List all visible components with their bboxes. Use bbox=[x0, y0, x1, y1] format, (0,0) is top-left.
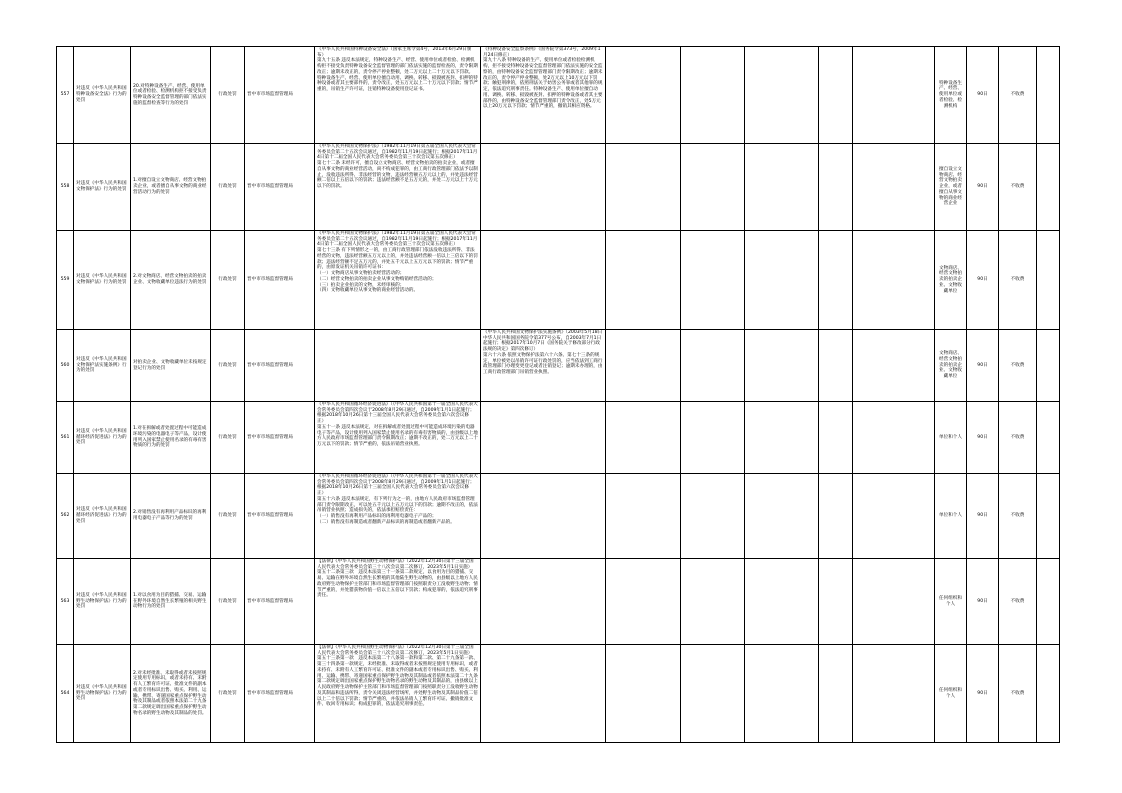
power-type-text: 行政处罚 bbox=[218, 277, 237, 283]
fee-text: 不收费 bbox=[1010, 690, 1025, 696]
power-type bbox=[211, 47, 245, 144]
sub-item-name-text: 对拍卖企业、文物收藏单位未按规定登记行为的处罚 bbox=[133, 359, 207, 371]
legal-basis-regulation bbox=[481, 330, 606, 402]
implementing-department bbox=[245, 474, 315, 559]
table-row bbox=[57, 231, 1060, 330]
empty-cell bbox=[606, 231, 681, 330]
legal-basis-regulation-text: 《中华人民共和国文物保护法实施条例》（2003年5月18日中华人民共和国国务院令第377号公布，自2003年7月1日起施行；根据2017年10月7日《国务院关于修改部分行政法规的决定》第四次修订） 第六十六条 依照文物保护法第六十六条、第七十三条的规定，单位被处以吊销许可证行政处罚的，应当依法到工商行政管理部门办理变更登记或者注销登记；逾期未办理的，由工商行政管理部门吊销营业执照。 bbox=[483, 330, 603, 376]
empty-cell bbox=[819, 559, 853, 645]
fee bbox=[999, 559, 1037, 645]
sub-item-name-text: 2.对文物商店、经营文物拍卖的拍卖企业、文物收藏单位违法行为的处罚 bbox=[133, 274, 207, 285]
target-subject bbox=[935, 47, 967, 144]
empty-cell bbox=[819, 330, 853, 402]
legal-basis-law bbox=[315, 645, 481, 743]
power-type-text: 行政处罚 bbox=[218, 598, 237, 604]
time-limit bbox=[967, 559, 999, 645]
power-type-text: 行政处罚 bbox=[218, 184, 237, 190]
implementing-department-text: 晋中市市场监督管理局 bbox=[247, 362, 293, 368]
time-limit bbox=[967, 330, 999, 402]
empty-cell bbox=[853, 231, 935, 330]
empty-cell bbox=[853, 559, 935, 645]
power-type-text: 行政处罚 bbox=[218, 92, 237, 98]
empty-cell bbox=[681, 645, 745, 743]
legal-basis-law-text: 《中华人民共和国特种设备安全法》（国家主席令第4号，2013年6月29日颁布） 第九十五条 违反本法规定，特种设备生产、经营、使用单位或者检验、检测机构拒不接受负责特种设备安全监督管理的部门依法实施的监督检查的，责令限期改正；逾期未改正的，责令停产停业整顿，处二万元以上二十万元以下罚款。 特种设备生产、经营、使用单位擅自动用、调换、转移、损毁被查封、扣押的特种设备或者其主要部件的，责令改正，处五万元以上二十万元以下罚款；情节严重的，吊销生产许可证，注销特种设备使用登记证书。 bbox=[317, 47, 478, 93]
table-row bbox=[57, 474, 1060, 559]
implementing-department-text: 晋中市市场监督管理局 bbox=[247, 513, 293, 519]
implementing-department bbox=[245, 231, 315, 330]
table-row bbox=[57, 144, 1060, 231]
item-name bbox=[74, 144, 131, 231]
target-subject-text: 文物商店、经营文物拍卖的拍卖企业、文物收藏单位 bbox=[939, 265, 962, 294]
empty-cell bbox=[745, 47, 819, 144]
power-type bbox=[211, 559, 245, 645]
implementing-department-text: 晋中市市场监督管理局 bbox=[247, 434, 293, 440]
legal-basis-law-text: 《中华人民共和国文物保护法》（1982年11月19日第五届全国人民代表大会常务委员会第二十五次会议通过，自1982年11月19日起施行；根据2017年11月4日第十二届全国人民代表大会常务委员会第三十次会议第五次修正） 第七十二条 未经许可，擅自设立文物商店、经营文物拍卖的拍卖企业，或者擅自从事文物的商业经营活动，尚不构成犯罪的，由工商行政管理部门依法予以制止，没收违法所得、非法经营的文物，违法经营额五万元以上的，并处违法经营额二倍以上五倍以下的罚款；违法经营额不足五万元的，并处二万元以上十万元以下的罚款。 bbox=[317, 144, 478, 190]
time-limit-text: 90日 bbox=[977, 434, 988, 440]
power-type-text: 行政处罚 bbox=[218, 513, 237, 519]
implementing-department bbox=[245, 47, 315, 144]
empty-cell bbox=[606, 144, 681, 231]
empty-cell bbox=[745, 330, 819, 402]
time-limit-text: 90日 bbox=[977, 362, 988, 368]
empty-cell bbox=[853, 144, 935, 231]
item-name-text: 对违反《中华人民共和国特种设备安全法》行为的处罚 bbox=[76, 86, 127, 103]
item-name bbox=[74, 645, 131, 743]
item-name-text: 对违反《中华人民共和国循环经济促进法》行为的处罚 bbox=[76, 428, 127, 446]
item-name bbox=[74, 402, 131, 474]
empty-cell bbox=[681, 47, 745, 144]
row-number-text: 562 bbox=[60, 513, 70, 519]
time-limit-text: 90日 bbox=[977, 92, 988, 98]
fee-text: 不收费 bbox=[1010, 184, 1025, 190]
legal-basis-law bbox=[315, 402, 481, 474]
legal-basis-regulation bbox=[481, 144, 606, 231]
row-number-text: 557 bbox=[60, 92, 70, 98]
implementing-department-text: 晋中市市场监督管理局 bbox=[247, 690, 293, 696]
legal-basis-law-text: 【法律】《中华人民共和国野生动物保护法》（2022年12月30日第十三届全国人民代表大会常务委员会第三十八次会议第二次修订，2023年5月1日实施） 第五十二条第三款 违反本法第三十一条第二款规定，以食用为目的猎捕、交易、运输在野外环境自然生长繁殖的其他陆生野生动物的，由县级以上地方人民政府野生动物保护主管部门和市场监督管理部门按照职责分工没收野生动物；情节严重的，并处猎获物价值一倍以上五倍以下罚款；构成犯罪的，依法追究刑事责任。 bbox=[317, 559, 478, 599]
fee-text: 不收费 bbox=[1010, 513, 1025, 519]
legal-basis-regulation bbox=[481, 559, 606, 645]
implementing-department-text: 晋中市市场监督管理局 bbox=[247, 277, 293, 283]
empty-cell bbox=[853, 47, 935, 144]
legal-basis-regulation bbox=[481, 474, 606, 559]
table-row bbox=[57, 559, 1060, 645]
empty-cell bbox=[853, 402, 935, 474]
item-name bbox=[74, 474, 131, 559]
sub-item-name bbox=[131, 645, 211, 743]
legal-basis-regulation-text: 《特种设备安全监察条例》（国务院令第373号，2009年1月24日修正） 第九十八条 特种设备的生产、使用单位或者检验检测机构，拒不接受特种设备安全监督管理部门依法实施的安全监察的，由特种设备安全监督管理部门责令限期改正；逾期未改正的，责令停产停业整顿，处2万元以上10万元以下罚款；触犯刑律的，依照刑法关于妨害公务罪或者其他罪的规定，依法追究刑事责任。特种设备生产、使用单位擅自动用、调换、转移、损毁被查封、扣押的特种设备或者其主要部件的，由特种设备安全监督管理部门责令改正，处5万元以上20万元以下罚款；情节严重的，撤销其相应资格。 bbox=[483, 47, 603, 110]
time-limit-text: 90日 bbox=[977, 277, 988, 283]
empty-cell bbox=[819, 474, 853, 559]
time-limit bbox=[967, 144, 999, 231]
legal-basis-regulation bbox=[481, 231, 606, 330]
empty-cell bbox=[745, 474, 819, 559]
time-limit bbox=[967, 402, 999, 474]
time-limit-text: 90日 bbox=[977, 690, 988, 696]
implementing-department bbox=[245, 330, 315, 402]
implementing-department bbox=[245, 559, 315, 645]
empty-cell bbox=[853, 330, 935, 402]
legal-basis-law-text: 《中华人民共和国循环经济促进法》（《中华人民共和国第十一届全国人民代表大会常务委员会第四次会议于2008年8月29日通过，自2009年1月1日起施行；根据2018年10月26日第十三届全国人民代表大会常务委员会第六次会议修正） 第五十六条 违反本法规定，有下列行为之一的，由地方人民政府市场监督管理部门责令限期改正，可以处五千元以上五万元以下的罚款；逾期不改正的，依法吊销营业执照；造成损失的，依法承担赔偿责任： （一）销售没有再利用产品标识的再利用电器电子产品的； （二）销售没有再制造或者翻新产品标识的再制造或者翻新产品的。 bbox=[317, 474, 478, 525]
item-name bbox=[74, 47, 131, 144]
empty-cell bbox=[1037, 474, 1060, 559]
time-limit-text: 90日 bbox=[977, 598, 988, 604]
row-number-text: 564 bbox=[60, 690, 70, 696]
fee bbox=[999, 47, 1037, 144]
empty-cell bbox=[745, 231, 819, 330]
sub-item-name-text: 1.对在拆解或者处置过程中可能造成环境污染的电器电子等产品，设计使用列入国家禁止使用名录的有毒有害物质的行为的处罚 bbox=[133, 426, 207, 449]
legal-basis-law bbox=[315, 231, 481, 330]
empty-cell bbox=[819, 231, 853, 330]
table-row bbox=[57, 330, 1060, 402]
target-subject-text: 任何组织和个人 bbox=[939, 687, 962, 699]
empty-cell bbox=[606, 645, 681, 743]
sub-item-name bbox=[131, 47, 211, 144]
table-row bbox=[57, 402, 1060, 474]
power-type-text: 行政处罚 bbox=[218, 434, 237, 440]
empty-cell bbox=[745, 645, 819, 743]
target-subject bbox=[935, 559, 967, 645]
item-name bbox=[74, 330, 131, 402]
empty-cell bbox=[819, 402, 853, 474]
empty-cell bbox=[1037, 402, 1060, 474]
empty-cell bbox=[819, 144, 853, 231]
target-subject bbox=[935, 231, 967, 330]
implementing-department-text: 晋中市市场监督管理局 bbox=[247, 598, 293, 604]
empty-cell bbox=[1037, 231, 1060, 330]
time-limit bbox=[967, 474, 999, 559]
item-name-text: 对违反《中华人民共和国文物保护法》行为的处罚 bbox=[76, 274, 127, 285]
empty-cell bbox=[681, 330, 745, 402]
fee-text: 不收费 bbox=[1010, 362, 1025, 368]
fee-text: 不收费 bbox=[1010, 598, 1025, 604]
legal-basis-regulation bbox=[481, 402, 606, 474]
power-type bbox=[211, 144, 245, 231]
sub-item-name-text: 2.对销售没有再利用产品标识的再利用电器电子产品等行为的处罚 bbox=[133, 510, 207, 521]
row-number-text: 558 bbox=[60, 184, 70, 190]
sub-item-name bbox=[131, 559, 211, 645]
item-name-text: 对违反《中华人民共和国文物保护法实施条例》行为的处罚 bbox=[76, 356, 127, 374]
target-subject-text: 文物商店、经营文物拍卖的拍卖企业、文物收藏单位 bbox=[939, 351, 962, 380]
fee bbox=[999, 474, 1037, 559]
legal-basis-regulation bbox=[481, 47, 606, 144]
sub-item-name bbox=[131, 144, 211, 231]
target-subject-text: 特种设备生产、经营、使用单位或者检验、检测机构 bbox=[939, 80, 962, 109]
implementing-department-text: 晋中市市场监督管理局 bbox=[247, 92, 293, 98]
target-subject-text: 单位和个人 bbox=[939, 434, 962, 440]
table-row bbox=[57, 47, 1060, 144]
legal-basis-law bbox=[315, 144, 481, 231]
target-subject bbox=[935, 330, 967, 402]
empty-cell bbox=[745, 144, 819, 231]
sub-item-name bbox=[131, 231, 211, 330]
fee bbox=[999, 231, 1037, 330]
row-number-text: 561 bbox=[60, 434, 70, 440]
time-limit bbox=[967, 231, 999, 330]
empty-cell bbox=[606, 402, 681, 474]
implementing-department bbox=[245, 402, 315, 474]
empty-cell bbox=[606, 559, 681, 645]
legal-basis-law-text: 【法律】《中华人民共和国野生动物保护法》（2022年12月30日第十三届全国人民代表大会常务委员会第三十八次会议第二次修订，2023年5月1日实施） 第五十三条第一款 违反本法第二十八条第一款和第二款、第二十九条第一款、第三十四条第一款规定，未经批准、未取得或者未按照规定使用专用标识，或者未持有、未附有人工繁育许可证、批准文件的副本或者专用标识出售、购买、利用、运输、携带、寄递国家重点保护野生动物及其制品或者依照本法第二十九条第二款规定调出国家重点保护野生动物名录的野生动物及其制品的，由县级以上人民政府野生动物保护主管部门和市场监督管理部门按照职责分工没收野生动物及其制品和违法所得，责令关闭违法经营场所，并处野生动物及其制品价值二倍以上二十倍以下罚款；情节严重的，并依法吊销人工繁育许可证、撤销批准文件、收回专用标识；构成犯罪的，依法追究刑事责任。 bbox=[317, 645, 478, 708]
sub-item-name-text: 1.对擅自设立文物商店、经营文物拍卖企业，或者擅自从事文物的商业经营活动行为的处罚 bbox=[133, 178, 207, 195]
item-name bbox=[74, 559, 131, 645]
row-number-text: 560 bbox=[60, 362, 70, 368]
item-name-text: 对违反《中华人民共和国循环经济促进法》行为的处罚 bbox=[76, 507, 127, 524]
target-subject bbox=[935, 144, 967, 231]
empty-cell bbox=[606, 330, 681, 402]
row-number-text: 563 bbox=[60, 598, 70, 604]
power-type-text: 行政处罚 bbox=[218, 362, 237, 368]
power-type bbox=[211, 231, 245, 330]
row-number-text: 559 bbox=[60, 277, 70, 283]
sub-item-name-text: 2.对未经批准、未取得或者未按照规定使用专用标识，或者未持有、未附有人工繁育许可证、批准文件的副本或者专用标识出售、购买、利用、运输、携带、寄递国家重点保护野生动物及其制品或者依照本法第二十九条第二款规定调出国家重点保护野生动物名录的野生动物及其制品的处罚。 bbox=[133, 670, 207, 716]
row-number bbox=[57, 559, 74, 645]
fee-text: 不收费 bbox=[1010, 92, 1025, 98]
empty-cell bbox=[745, 402, 819, 474]
sub-item-name-text: 1.对以食用为目的猎捕、交易、运输在野外环境自然生长繁殖的相关野生动物行为的处罚 bbox=[133, 592, 207, 610]
fee-text: 不收费 bbox=[1010, 434, 1025, 440]
legal-basis-regulation bbox=[481, 645, 606, 743]
target-subject-text: 单位和个人 bbox=[939, 513, 962, 519]
implementing-department bbox=[245, 144, 315, 231]
sub-item-name bbox=[131, 474, 211, 559]
legal-basis-law-text: 《中华人民共和国循环经济促进法》（《中华人民共和国第十一届全国人民代表大会常务委员会第四次会议于2008年8月29日通过，自2009年1月1日起施行；根据2018年10月26日第十三届全国人民代表大会常务委员会第六次会议修正） 第五十一条 违反本法规定，对在拆解或者处置过程中可能造成环境污染的电器电子等产品，设计使用列入国家禁止使用名录的有毒有害物质的，由县级以上地方人民政府市场监督管理部门责令限期改正；逾期不改正的，处二万元以上二十万元以下的罚款；情节严重的，依法吊销营业执照。 bbox=[317, 402, 478, 448]
empty-cell bbox=[681, 559, 745, 645]
implementing-department bbox=[245, 645, 315, 743]
empty-cell bbox=[681, 402, 745, 474]
power-type bbox=[211, 645, 245, 743]
target-subject bbox=[935, 645, 967, 743]
empty-cell bbox=[819, 47, 853, 144]
legal-basis-law bbox=[315, 474, 481, 559]
item-name bbox=[74, 231, 131, 330]
fee-text: 不收费 bbox=[1010, 277, 1025, 283]
empty-cell bbox=[681, 144, 745, 231]
empty-cell bbox=[1037, 47, 1060, 144]
legal-basis-law-text: 《中华人民共和国文物保护法》（1982年11月19日第五届全国人民代表大会常务委员会第二十五次会议通过，自1982年11月19日起施行；根据2017年11月4日第十二届全国人民代表大会常务委员会第三十次会议第五次修正） 第七十三条 有下列情形之一的，由工商行政管理部门依法没收违法所得、非法经营的文物，违法经营额五万元以上的，并处违法经营额一倍以上三倍以下的罚款；违法经营额不足五万元的，并处五千元以上五万元以下的罚款；情节严重的，由原发证机关吊销许可证书： （一）文物商店从事文物拍卖经营活动的； （二）经营文物拍卖的拍卖企业从事文物购销经营活动的； （三）拍卖企业拍卖的文物，未经审核的； （四）文物收藏单位从事文物的商业经营活动的。 bbox=[317, 231, 478, 294]
item-name-text: 对违反《中华人民共和国文物保护法》行为的处罚 bbox=[76, 181, 127, 192]
time-limit-text: 90日 bbox=[977, 184, 988, 190]
empty-cell bbox=[681, 231, 745, 330]
implementing-department-text: 晋中市市场监督管理局 bbox=[247, 184, 293, 190]
row-number bbox=[57, 144, 74, 231]
row-number bbox=[57, 402, 74, 474]
item-name-text: 对违反《中华人民共和国野生动物保护法》行为的处罚 bbox=[76, 684, 127, 702]
empty-cell bbox=[745, 559, 819, 645]
empty-cell bbox=[1037, 645, 1060, 743]
fee bbox=[999, 402, 1037, 474]
row-number bbox=[57, 330, 74, 402]
fee bbox=[999, 144, 1037, 231]
time-limit bbox=[967, 47, 999, 144]
table-row bbox=[57, 645, 1060, 743]
sub-item-name bbox=[131, 330, 211, 402]
empty-cell bbox=[853, 474, 935, 559]
legal-basis-law bbox=[315, 47, 481, 144]
sub-item-name-text: 20.对特种设备生产、经营、使用单位或者检验、检测机构拒不接受负责特种设备安全监督管理的部门依法实施的监督检查等行为的处罚 bbox=[133, 83, 207, 106]
legal-basis-law bbox=[315, 330, 481, 402]
power-type-text: 行政处罚 bbox=[218, 690, 237, 696]
row-number bbox=[57, 645, 74, 743]
empty-cell bbox=[1037, 559, 1060, 645]
fee bbox=[999, 330, 1037, 402]
power-type bbox=[211, 474, 245, 559]
authority-table bbox=[56, 46, 1060, 743]
empty-cell bbox=[606, 47, 681, 144]
empty-cell bbox=[681, 474, 745, 559]
empty-cell bbox=[819, 645, 853, 743]
empty-cell bbox=[853, 645, 935, 743]
empty-cell bbox=[1037, 330, 1060, 402]
item-name-text: 对违反《中华人民共和国野生动物保护法》行为的处罚 bbox=[76, 592, 127, 610]
power-type bbox=[211, 330, 245, 402]
time-limit-text: 90日 bbox=[977, 513, 988, 519]
legal-basis-law bbox=[315, 559, 481, 645]
fee bbox=[999, 645, 1037, 743]
row-number bbox=[57, 474, 74, 559]
empty-cell bbox=[606, 474, 681, 559]
target-subject bbox=[935, 474, 967, 559]
power-type bbox=[211, 402, 245, 474]
target-subject bbox=[935, 402, 967, 474]
time-limit bbox=[967, 645, 999, 743]
empty-cell bbox=[1037, 144, 1060, 231]
target-subject-text: 擅自设立文物商店、经营文物拍卖企业，或者擅自从事文物的商业经营企业 bbox=[939, 166, 962, 207]
row-number bbox=[57, 47, 74, 144]
sub-item-name bbox=[131, 402, 211, 474]
target-subject-text: 任何组织和个人 bbox=[939, 595, 962, 607]
row-number bbox=[57, 231, 74, 330]
